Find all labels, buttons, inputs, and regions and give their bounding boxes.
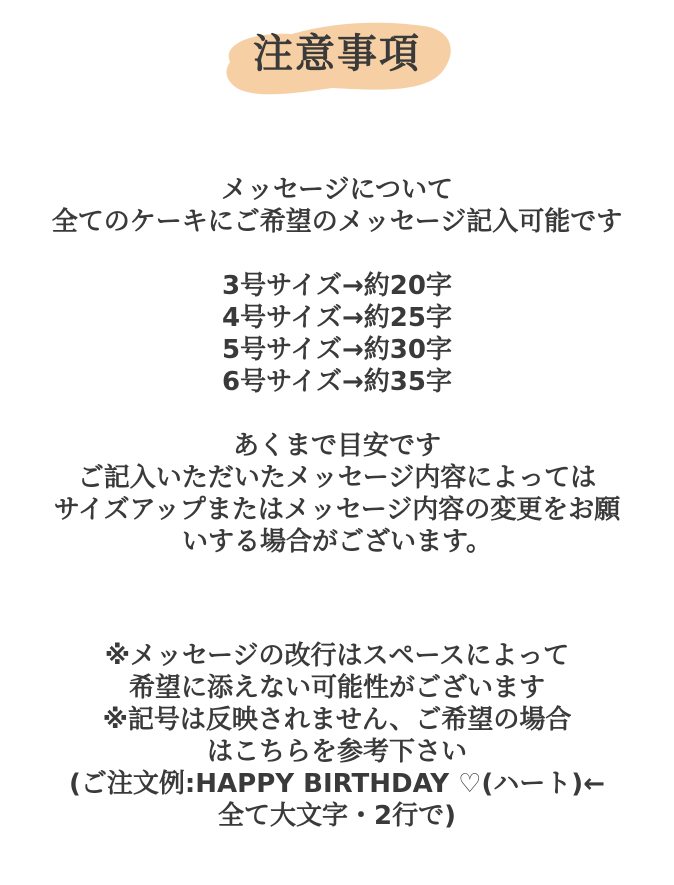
note-line: 希望に添えない可能性がございます [128,673,545,703]
intro-text: 全てのケーキにご希望のメッセージ記入可能です [51,207,623,237]
intro-heading: メッセージについて [221,175,453,205]
note-line: (ご注文例:HAPPY BIRTHDAY ♡(ハート)← [69,769,605,799]
guide-line: いする場合がございます。 [182,527,492,557]
guide-line: サイズアップまたはメッセージ内容の変更をお願 [53,495,621,525]
guide-text [0,430,674,558]
size-item: 3号サイズ→約20字 [222,271,452,301]
size-item: 6号サイズ→約35字 [222,367,452,397]
size-list [0,270,674,398]
message-intro [0,174,674,238]
guide-line: あくまで目安です [232,431,441,461]
notes-text [0,640,674,832]
size-item: 4号サイズ→約25字 [222,303,452,333]
page-title: 注意事項 [253,31,421,77]
page-title-area [212,14,462,100]
notice-content [0,174,674,832]
note-line: ※記号は反映されません、ご希望の場合 [102,705,572,735]
note-line: 全て大文字・2行で) [218,801,456,831]
note-line: ※メッセージの改行はスペースによって [104,641,570,671]
size-item: 5号サイズ→約30字 [222,335,452,365]
guide-line: ご記入いただいたメッセージ内容によっては [77,463,597,493]
note-line: はこちらを参考下さい [206,737,467,767]
